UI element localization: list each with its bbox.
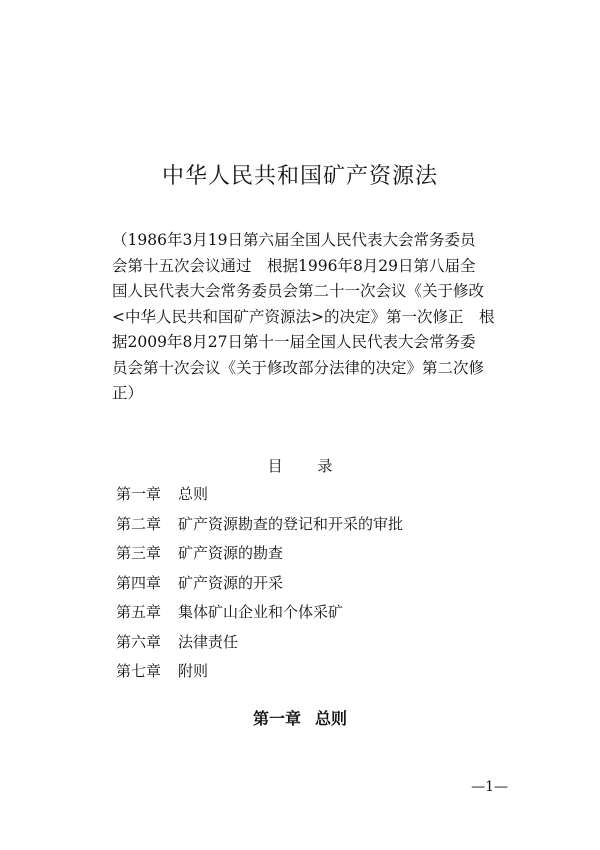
preamble-line: <中华人民共和国矿产资源法>的决定》第一次修正 根 [112,307,495,326]
toc-entry [116,660,403,690]
toc-chapter-title: 附则 [178,662,209,680]
toc-chapter-title: 矿产资源的勘查 [178,544,284,562]
table-of-contents [116,483,403,690]
toc-entry [116,513,403,543]
toc-entry [116,483,403,513]
toc-entry [116,601,403,631]
table-of-contents-heading: 目 录 [267,457,333,475]
toc-chapter-title: 法律责任 [178,632,239,651]
toc-entry [116,631,403,661]
toc-chapter-number: 第五章 [116,603,162,621]
chapter-number: 第一章 [252,709,301,728]
preamble-line: 国人民代表大会常务委员会第二十一次会议《关于修改 [112,282,485,300]
toc-chapter-title: 矿产资源的开采 [178,573,284,592]
preamble-line: 会第十五次会议通过 根据1996年8月29日第八届全 [112,256,476,275]
toc-chapter-number: 第一章 [116,485,162,503]
toc-chapter-number: 第二章 [116,514,162,533]
preamble-line: 员会第十次会议《关于修改部分法律的决定》第二次修 [112,358,485,377]
toc-entry [116,572,403,602]
page-number: —1— [471,779,508,795]
toc-entry [116,542,403,572]
preamble-line: 据2009年8月27日第十一届全国人民代表大会常务委 [112,333,476,351]
toc-chapter-number: 第七章 [116,662,162,680]
preamble-line: （1986年3月19日第六届全国人民代表大会常务委员 [112,231,476,249]
toc-chapter-number: 第六章 [116,632,162,651]
toc-chapter-number: 第三章 [116,544,162,562]
toc-chapter-title: 集体矿山企业和个体采矿 [178,603,344,621]
toc-chapter-title: 总则 [178,485,209,503]
toc-chapter-number: 第四章 [116,573,162,592]
preamble-line: 正） [112,384,144,402]
chapter-heading [0,708,600,730]
document-title: 中华人民共和国矿产资源法 [161,164,438,189]
chapter-title: 总则 [315,709,348,728]
adoption-and-amendment-note [112,228,502,407]
toc-chapter-title: 矿产资源勘查的登记和开采的审批 [178,514,404,533]
